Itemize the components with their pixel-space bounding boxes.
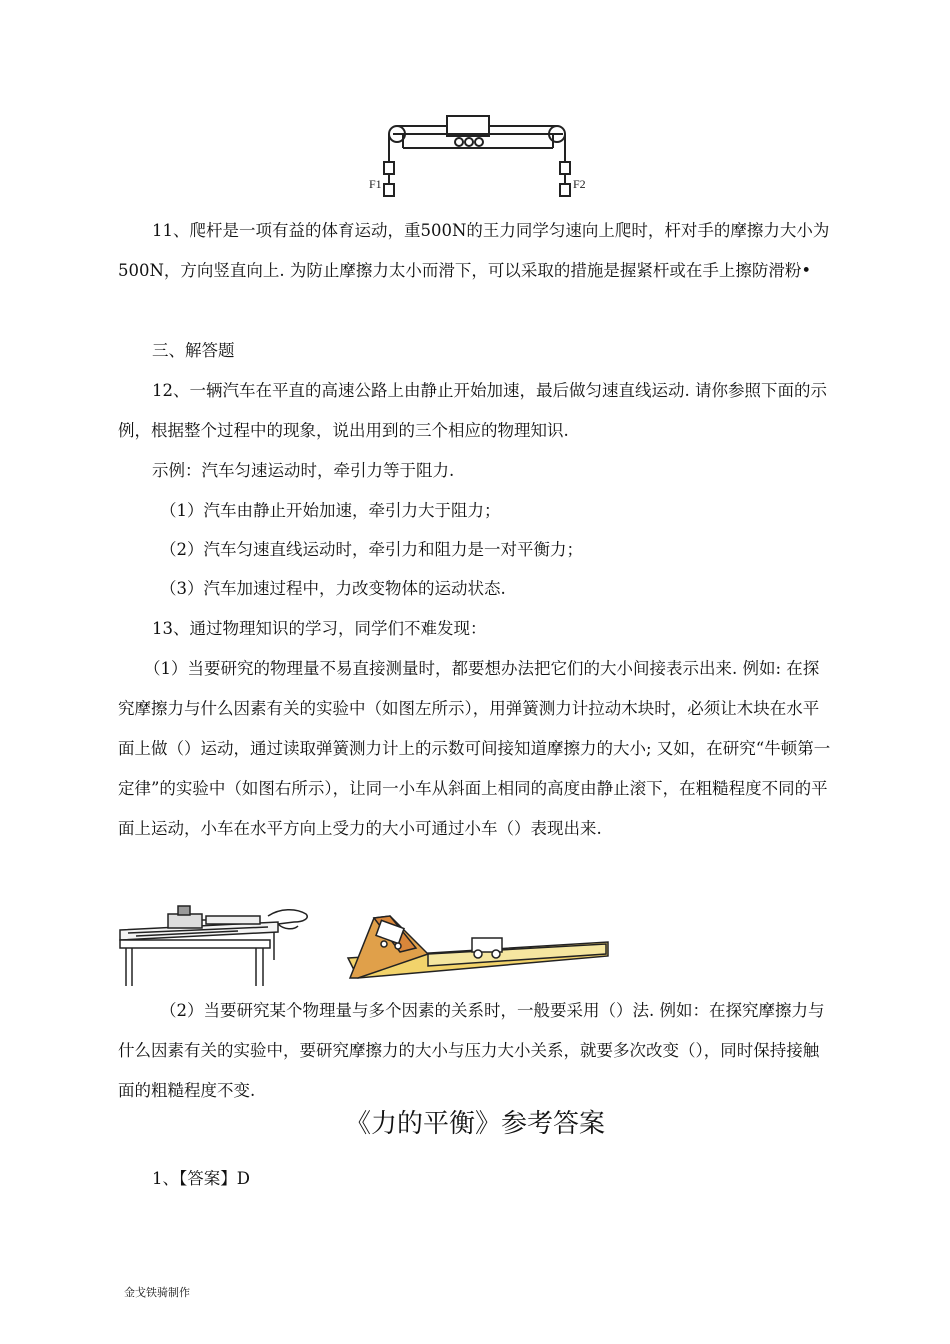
label-f1: F1 (369, 177, 382, 191)
q13-part-2: （2）当要研究某个物理量与多个因素的关系时，一般要采用（）法. 例如：在探究摩擦力与什么因素有关的实验中，要研究摩擦力的大小与压力大小关系，就要多次改变（），同时保持接触面的粗糙程度不变. (118, 1001, 825, 1100)
q12-item-1: （1）汽车由静止开始加速，牵引力大于阻力； (160, 501, 501, 520)
answer-1: 1、【答案】D (152, 1169, 250, 1188)
incline-cart-figure (344, 908, 610, 986)
q13-part-1: （1）当要研究的物理量不易直接测量时，都要想办法把它们的大小间接表示出来. 例如: 在探究摩擦力与什么因素有关的实验中（如图左所示），用弹簧测力计拉动木块时，必须让木块在水平面上做（）运动，通过读取弹簧测力计上的示数可间接知道摩擦力的大小; 又如，在研究“牛顿第一定律”的实验中（如图右所示），让同一小车从斜面上相同的高度由静止滚下，在粗糙程度不同的平面上运动，小车在水平方向上受力的大小可通过小车（）表现出来. (118, 659, 831, 838)
q12-example: 示例：汽车匀速运动时，牵引力等于阻力. (152, 461, 455, 480)
question-11: 11、爬杆是一项有益的体育运动，重500N的王力同学匀速向上爬时，杆对手的摩擦力大小为500N，方向竖直向上. 为防止摩擦力太小而滑下，可以采取的措施是握紧杆或在手上擦防滑粉• (118, 221, 830, 280)
section-heading: 三、解答题 (152, 341, 235, 360)
q12-item-3: （3）汽车加速过程中，力改变物体的运动状态. (160, 579, 506, 598)
pulley-diagram (363, 104, 595, 200)
label-f2: F2 (573, 177, 586, 191)
q12-item-2: （2）汽车匀速直线运动时，牵引力和阻力是一对平衡力； (160, 540, 583, 559)
answers-title: 《力的平衡》参考答案 (344, 1109, 605, 1139)
question-13-intro: 13、通过物理知识的学习，同学们不难发现： (152, 619, 487, 638)
question-12: 12、一辆汽车在平直的高速公路上由静止开始加速，最后做匀速直线运动. 请你参照下面的示例，根据整个过程中的现象，说出用到的三个相应的物理知识. (118, 381, 827, 440)
footer-credit: 金戈铁骑制作 (124, 1286, 190, 1299)
friction-experiment-figure (118, 900, 330, 988)
